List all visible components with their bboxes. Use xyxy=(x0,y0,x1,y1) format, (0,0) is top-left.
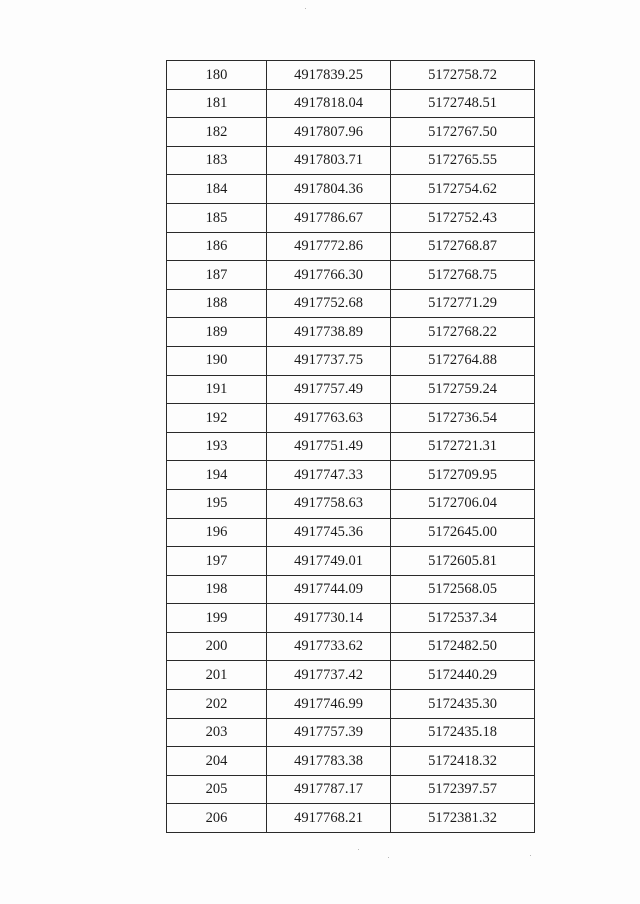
table-row xyxy=(167,432,535,461)
point-number-cell: 181 xyxy=(167,89,267,118)
y-coordinate-cell: 5172768.75 xyxy=(391,261,535,290)
y-coordinate-cell: 5172764.88 xyxy=(391,346,535,375)
x-coordinate-cell: 4917803.71 xyxy=(267,146,391,175)
coordinates-table xyxy=(166,60,535,833)
x-coordinate-cell: 4917772.86 xyxy=(267,232,391,261)
x-coordinate-cell: 4917763.63 xyxy=(267,404,391,433)
table-row xyxy=(167,461,535,490)
point-number-cell: 205 xyxy=(167,775,267,804)
y-coordinate-cell: 5172767.50 xyxy=(391,118,535,147)
table-row xyxy=(167,747,535,776)
coordinates-table-body xyxy=(167,61,535,833)
table-row xyxy=(167,203,535,232)
point-number-cell: 198 xyxy=(167,575,267,604)
y-coordinate-cell: 5172752.43 xyxy=(391,203,535,232)
point-number-cell: 200 xyxy=(167,632,267,661)
table-row xyxy=(167,318,535,347)
x-coordinate-cell: 4917751.49 xyxy=(267,432,391,461)
table-row xyxy=(167,404,535,433)
point-number-cell: 196 xyxy=(167,518,267,547)
table-row xyxy=(167,518,535,547)
y-coordinate-cell: 5172435.18 xyxy=(391,718,535,747)
table-row xyxy=(167,690,535,719)
scan-speck xyxy=(530,855,531,856)
table-row xyxy=(167,232,535,261)
point-number-cell: 204 xyxy=(167,747,267,776)
table-row xyxy=(167,661,535,690)
table-row xyxy=(167,146,535,175)
y-coordinate-cell: 5172758.72 xyxy=(391,61,535,90)
table-row xyxy=(167,289,535,318)
table-row xyxy=(167,804,535,833)
x-coordinate-cell: 4917730.14 xyxy=(267,604,391,633)
point-number-cell: 199 xyxy=(167,604,267,633)
table-row xyxy=(167,175,535,204)
y-coordinate-cell: 5172418.32 xyxy=(391,747,535,776)
point-number-cell: 190 xyxy=(167,346,267,375)
point-number-cell: 193 xyxy=(167,432,267,461)
point-number-cell: 195 xyxy=(167,489,267,518)
y-coordinate-cell: 5172765.55 xyxy=(391,146,535,175)
x-coordinate-cell: 4917757.49 xyxy=(267,375,391,404)
x-coordinate-cell: 4917746.99 xyxy=(267,690,391,719)
scan-speck xyxy=(358,849,359,850)
x-coordinate-cell: 4917738.89 xyxy=(267,318,391,347)
y-coordinate-cell: 5172768.87 xyxy=(391,232,535,261)
table-row xyxy=(167,489,535,518)
table-row xyxy=(167,604,535,633)
table-row xyxy=(167,118,535,147)
x-coordinate-cell: 4917804.36 xyxy=(267,175,391,204)
point-number-cell: 203 xyxy=(167,718,267,747)
x-coordinate-cell: 4917758.63 xyxy=(267,489,391,518)
point-number-cell: 191 xyxy=(167,375,267,404)
y-coordinate-cell: 5172768.22 xyxy=(391,318,535,347)
point-number-cell: 189 xyxy=(167,318,267,347)
x-coordinate-cell: 4917839.25 xyxy=(267,61,391,90)
y-coordinate-cell: 5172537.34 xyxy=(391,604,535,633)
table-row xyxy=(167,632,535,661)
x-coordinate-cell: 4917768.21 xyxy=(267,804,391,833)
scan-speck xyxy=(388,857,389,858)
x-coordinate-cell: 4917737.42 xyxy=(267,661,391,690)
x-coordinate-cell: 4917745.36 xyxy=(267,518,391,547)
y-coordinate-cell: 5172381.32 xyxy=(391,804,535,833)
point-number-cell: 187 xyxy=(167,261,267,290)
y-coordinate-cell: 5172771.29 xyxy=(391,289,535,318)
table-row xyxy=(167,775,535,804)
y-coordinate-cell: 5172482.50 xyxy=(391,632,535,661)
x-coordinate-cell: 4917737.75 xyxy=(267,346,391,375)
x-coordinate-cell: 4917787.17 xyxy=(267,775,391,804)
x-coordinate-cell: 4917818.04 xyxy=(267,89,391,118)
y-coordinate-cell: 5172568.05 xyxy=(391,575,535,604)
y-coordinate-cell: 5172645.00 xyxy=(391,518,535,547)
y-coordinate-cell: 5172605.81 xyxy=(391,547,535,576)
x-coordinate-cell: 4917807.96 xyxy=(267,118,391,147)
x-coordinate-cell: 4917757.39 xyxy=(267,718,391,747)
point-number-cell: 183 xyxy=(167,146,267,175)
table-row xyxy=(167,575,535,604)
y-coordinate-cell: 5172754.62 xyxy=(391,175,535,204)
y-coordinate-cell: 5172736.54 xyxy=(391,404,535,433)
table-row xyxy=(167,346,535,375)
table-row xyxy=(167,547,535,576)
point-number-cell: 197 xyxy=(167,547,267,576)
y-coordinate-cell: 5172721.31 xyxy=(391,432,535,461)
x-coordinate-cell: 4917786.67 xyxy=(267,203,391,232)
x-coordinate-cell: 4917749.01 xyxy=(267,547,391,576)
point-number-cell: 206 xyxy=(167,804,267,833)
table-row xyxy=(167,375,535,404)
x-coordinate-cell: 4917747.33 xyxy=(267,461,391,490)
y-coordinate-cell: 5172435.30 xyxy=(391,690,535,719)
x-coordinate-cell: 4917733.62 xyxy=(267,632,391,661)
scan-speck xyxy=(305,8,306,9)
table-row xyxy=(167,718,535,747)
y-coordinate-cell: 5172759.24 xyxy=(391,375,535,404)
y-coordinate-cell: 5172397.57 xyxy=(391,775,535,804)
point-number-cell: 184 xyxy=(167,175,267,204)
y-coordinate-cell: 5172440.29 xyxy=(391,661,535,690)
point-number-cell: 194 xyxy=(167,461,267,490)
x-coordinate-cell: 4917752.68 xyxy=(267,289,391,318)
y-coordinate-cell: 5172709.95 xyxy=(391,461,535,490)
table-row xyxy=(167,61,535,90)
y-coordinate-cell: 5172748.51 xyxy=(391,89,535,118)
point-number-cell: 192 xyxy=(167,404,267,433)
point-number-cell: 182 xyxy=(167,118,267,147)
point-number-cell: 186 xyxy=(167,232,267,261)
point-number-cell: 201 xyxy=(167,661,267,690)
point-number-cell: 188 xyxy=(167,289,267,318)
point-number-cell: 202 xyxy=(167,690,267,719)
table-row xyxy=(167,261,535,290)
y-coordinate-cell: 5172706.04 xyxy=(391,489,535,518)
x-coordinate-cell: 4917744.09 xyxy=(267,575,391,604)
point-number-cell: 185 xyxy=(167,203,267,232)
x-coordinate-cell: 4917783.38 xyxy=(267,747,391,776)
table-row xyxy=(167,89,535,118)
point-number-cell: 180 xyxy=(167,61,267,90)
x-coordinate-cell: 4917766.30 xyxy=(267,261,391,290)
